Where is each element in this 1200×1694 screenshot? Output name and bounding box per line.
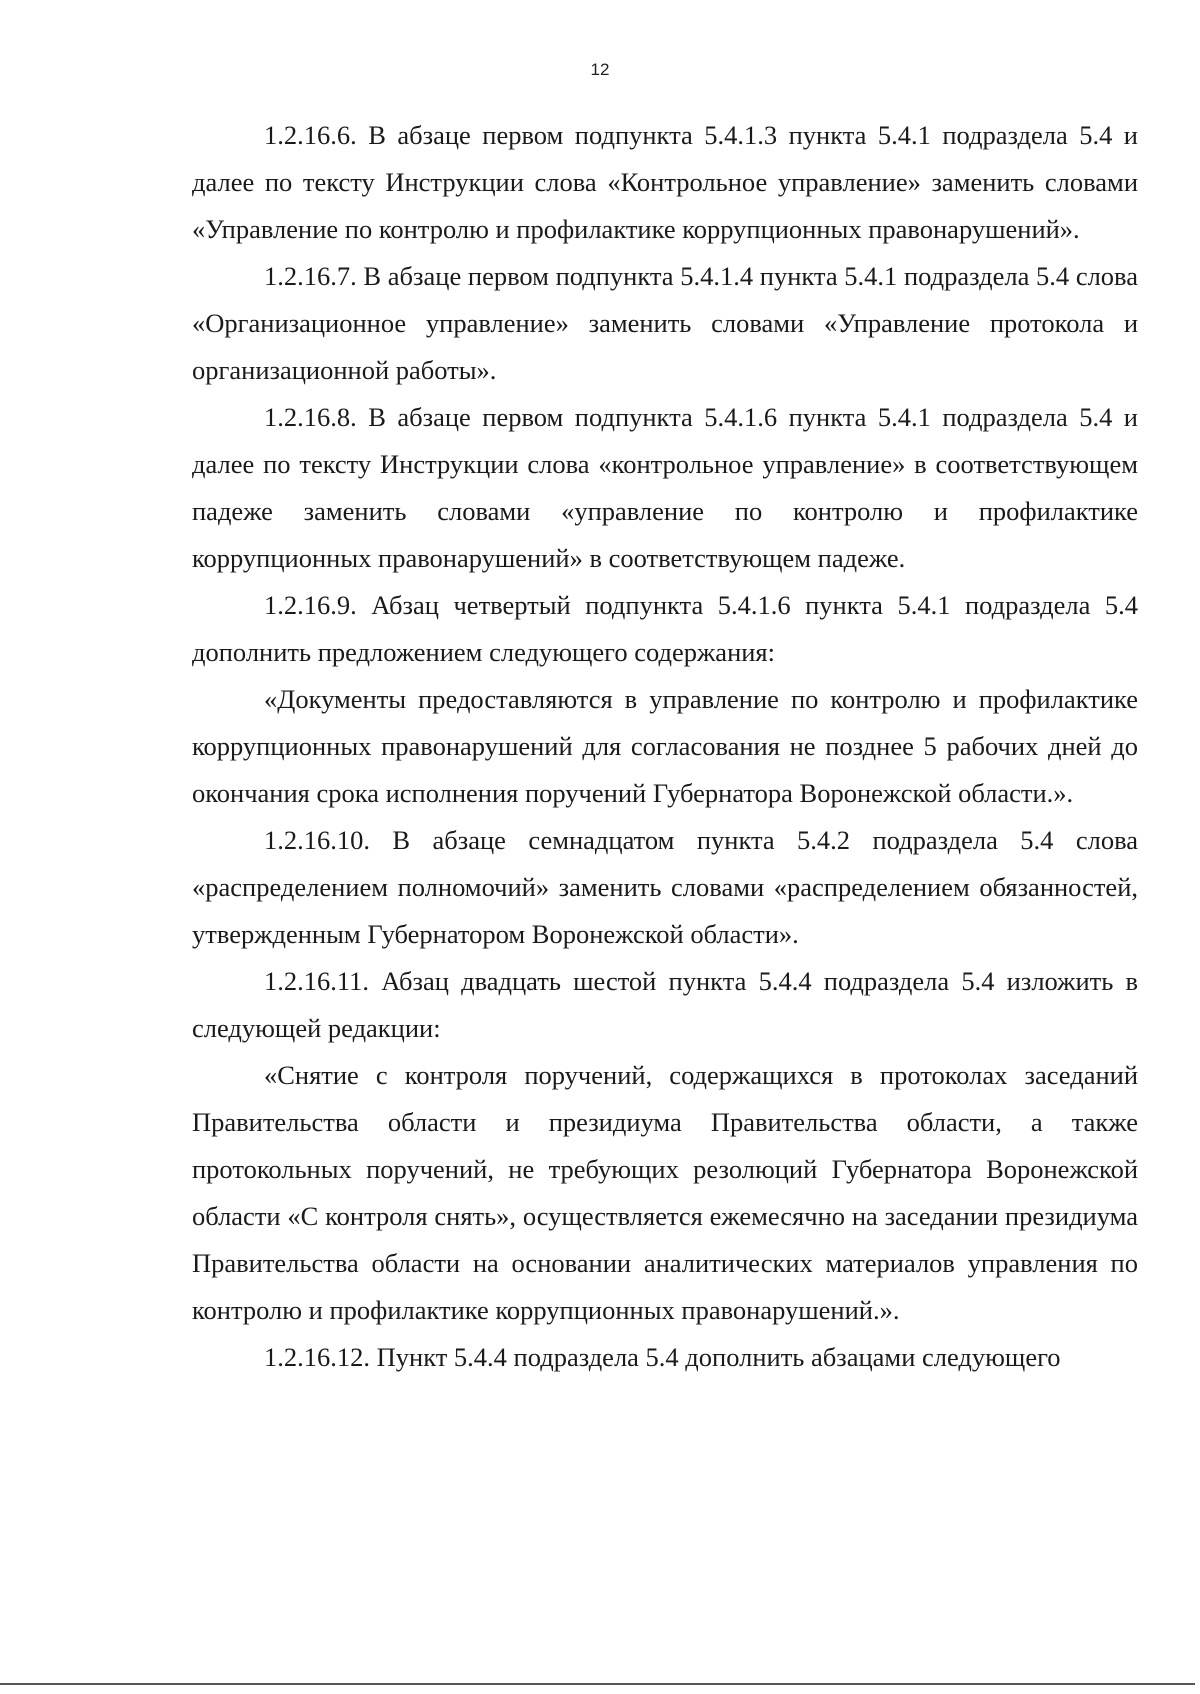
paragraph-1-2-16-10: 1.2.16.10. В абзаце семнадцатом пункта 5.4.2 подраздела 5.4 слова «распределением полномочий» заменить словами «распределением обязанностей, утвержденным Губернатором Воронежской области». [192, 825, 1138, 949]
document-body [192, 112, 1138, 1381]
page-number: 12 [590, 60, 610, 79]
paragraph-1-2-16-8: 1.2.16.8. В абзаце первом подпункта 5.4.1.6 пункта 5.4.1 подраздела 5.4 и далее по тексту Инструкции слова «контрольное управление» в соответствующем падеже заменить словами «управление по контролю и профилактике коррупционных правонарушений» в соответствующем падеже. [192, 402, 1138, 573]
paragraph-1-2-16-7: 1.2.16.7. В абзаце первом подпункта 5.4.1.4 пункта 5.4.1 подраздела 5.4 слова «Организационное управление» заменить словами «Управление протокола и организационной работы». [192, 261, 1138, 385]
paragraph-1-2-16-9: 1.2.16.9. Абзац четвертый подпункта 5.4.1.6 пункта 5.4.1 подраздела 5.4 дополнить предложением следующего содержания: [192, 590, 1138, 667]
paragraph-1-2-16-11: 1.2.16.11. Абзац двадцать шестой пункта 5.4.4 подраздела 5.4 изложить в следующей редакции: [192, 966, 1138, 1043]
scan-edge-line [0, 1683, 1195, 1685]
paragraph-quote-documents: «Документы предоставляются в управление по контролю и профилактике коррупционных правонарушений для согласования не позднее 5 рабочих дней до окончания срока исполнения поручений Губернатора Воронежской области.». [192, 684, 1138, 808]
paragraph-1-2-16-12: 1.2.16.12. Пункт 5.4.4 подраздела 5.4 дополнить абзацами следующего [264, 1342, 1061, 1372]
paragraph-1-2-16-6: 1.2.16.6. В абзаце первом подпункта 5.4.1.3 пункта 5.4.1 подраздела 5.4 и далее по тексту Инструкции слова «Контрольное управление» заменить словами «Управление по контролю и профилактике коррупционных правонарушений». [192, 120, 1138, 244]
paragraph-quote-removal: «Снятие с контроля поручений, содержащихся в протоколах заседаний Правительства области и президиума Правительства области, а также протокольных поручений, не требующих резолюций Губернатора Воронежской области «С контроля снять», осуществляется ежемесячно на заседании президиума Правительства области на основании аналитических материалов управления по контролю и профилактике коррупционных правонарушений.». [192, 1060, 1138, 1325]
